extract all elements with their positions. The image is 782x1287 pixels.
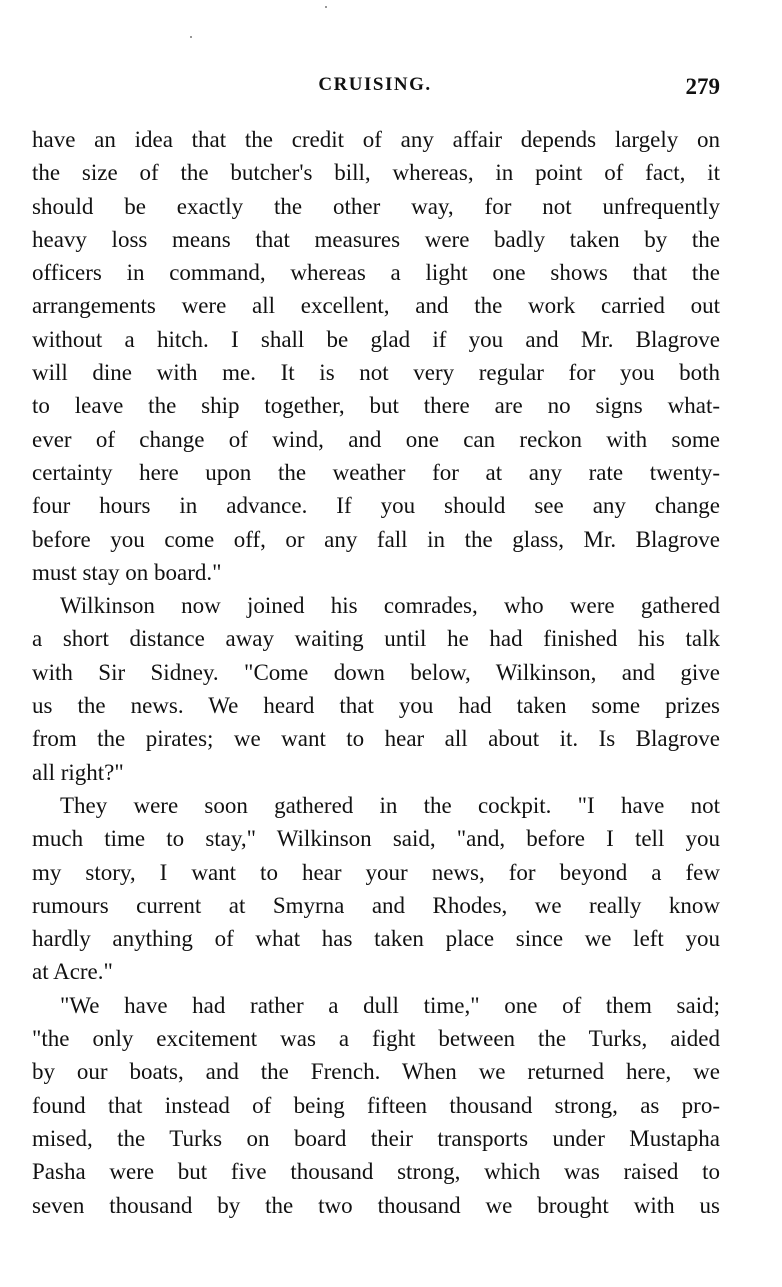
text-line: from the pirates; we want to hear all about it. Is Blagrove	[32, 726, 720, 752]
text-line: before you come off, or any fall in the glass, Mr. Blagrove	[32, 526, 720, 552]
text-line: should be exactly the other way, for not unfrequently	[32, 193, 720, 219]
text-line: four hours in advance. If you should see any change	[32, 493, 720, 519]
text-line: "We have had rather a dull time," one of them said;	[60, 992, 720, 1018]
running-head	[30, 74, 720, 104]
text-line: Wilkinson now joined his comrades, who were gathered	[60, 593, 720, 619]
text-line: arrangements were all excellent, and the work carried out	[32, 293, 720, 319]
running-title: CRUISING.	[318, 74, 432, 95]
text-line: found that instead of being fifteen thousand strong, as pro-	[32, 1092, 720, 1118]
text-line: mised, the Turks on board their transports under Mustapha	[32, 1125, 720, 1151]
text-line: "the only excitement was a fight between the Turks, aided	[32, 1026, 720, 1052]
text-line: all right?"	[32, 759, 124, 785]
text-line: will dine with me. It is not very regular for you both	[32, 360, 720, 386]
text-line: much time to stay," Wilkinson said, "and, before I tell you	[32, 826, 720, 852]
text-line: my story, I want to hear your news, for beyond a few	[32, 859, 720, 885]
text-line: by our boats, and the French. When we returned here, we	[32, 1059, 720, 1085]
text-line: without a hitch. I shall be glad if you and Mr. Blagrove	[32, 326, 720, 352]
text-line: certainty here upon the weather for at any rate twenty-	[32, 459, 720, 485]
text-line: heavy loss means that measures were badly taken by the	[32, 226, 720, 252]
text-line: officers in command, whereas a light one shows that the	[32, 260, 720, 286]
paper-speck	[190, 36, 192, 38]
text-line: have an idea that the credit of any affair depends largely on	[32, 127, 720, 152]
text-line: hardly anything of what has taken place since we left you	[32, 926, 720, 952]
text-line: with Sir Sidney. "Come down below, Wilkinson, and give	[32, 659, 720, 685]
text-line: seven thousand by the two thousand we brought with us	[32, 1192, 720, 1218]
text-line: ever of change of wind, and one can reckon with some	[32, 426, 720, 452]
body-text	[32, 123, 720, 1222]
text-line: the size of the butcher's bill, whereas, in point of fact, it	[32, 160, 720, 186]
text-line: to leave the ship together, but there are no signs what-	[32, 393, 720, 419]
page-number: 279	[685, 74, 720, 99]
text-line: a short distance away waiting until he had finished his talk	[32, 626, 720, 652]
text-line: us the news. We heard that you had taken some prizes	[32, 693, 720, 719]
text-line: at Acre."	[32, 959, 113, 985]
text-line: must stay on board."	[32, 559, 222, 585]
paper-speck	[325, 6, 327, 8]
text-line: They were soon gathered in the cockpit. "I have not	[60, 792, 720, 818]
text-line: Pasha were but five thousand strong, which was raised to	[32, 1159, 720, 1185]
text-line: rumours current at Smyrna and Rhodes, we really know	[32, 892, 720, 918]
